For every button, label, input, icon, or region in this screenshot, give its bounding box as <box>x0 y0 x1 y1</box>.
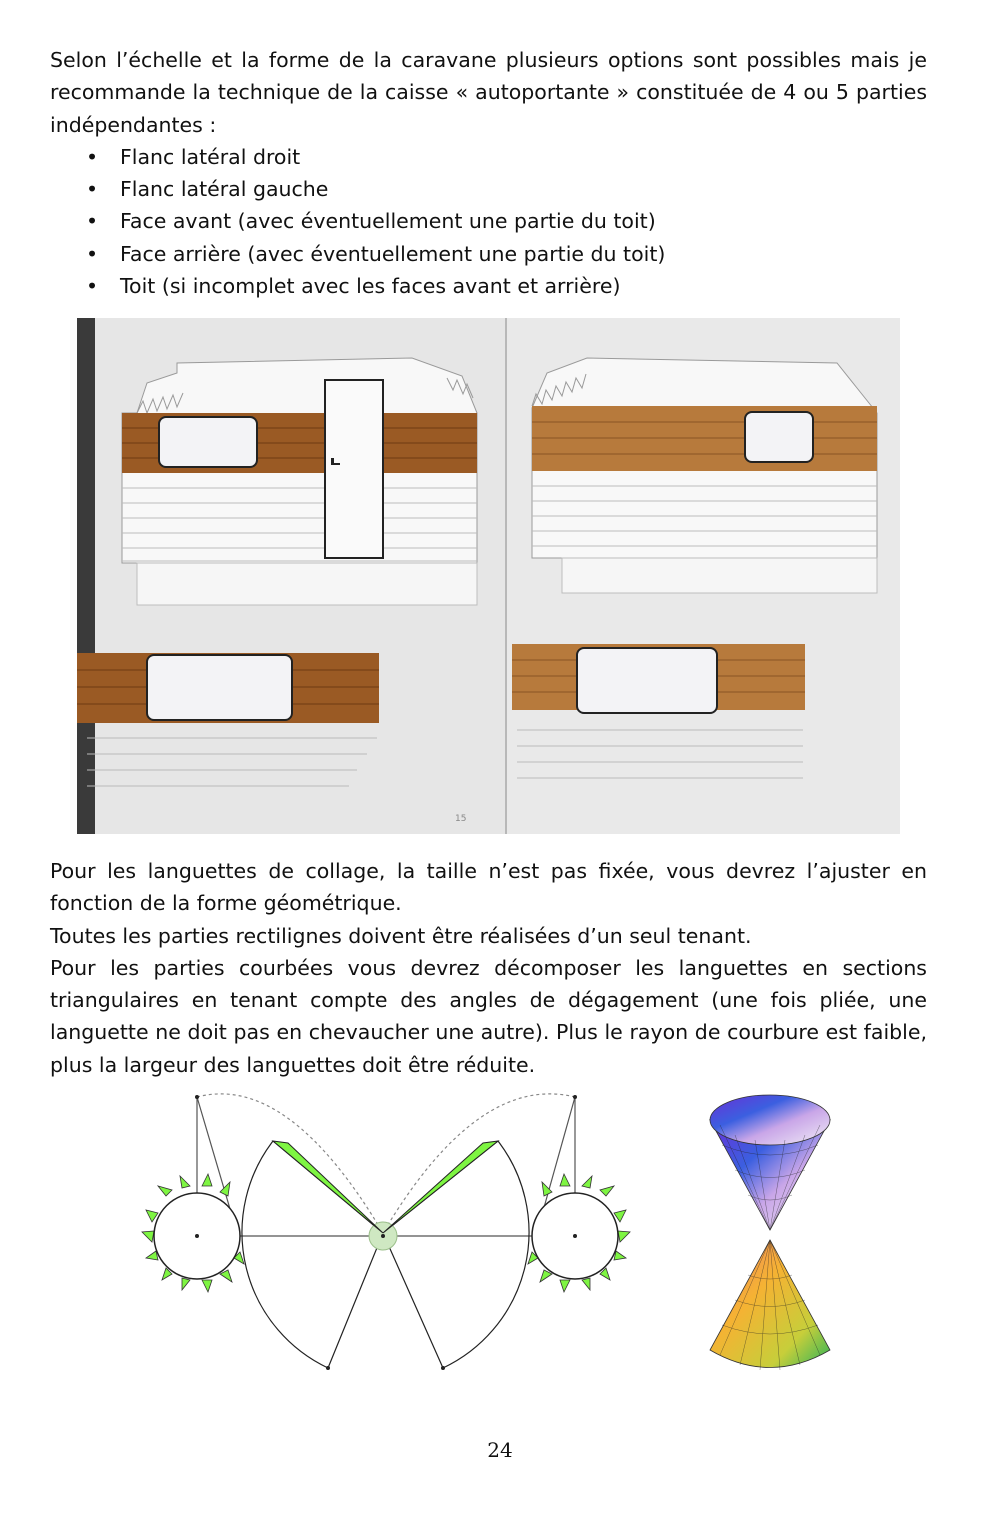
body-paragraph: Toutes les parties rectilignes doivent être réalisées d’un seul tenant. <box>50 923 752 948</box>
left-side-panel <box>122 358 477 605</box>
parts-list <box>50 141 927 302</box>
list-item: • Toit (si incomplet avec les faces avant et arrière) <box>50 270 927 302</box>
double-cone-illustration <box>700 1085 840 1385</box>
page-number: 24 <box>487 1438 513 1462</box>
right-side-panel <box>532 358 877 593</box>
caravan-panels-photo <box>77 318 900 834</box>
intro-paragraph: Selon l’échelle et la forme de la caravane plusieurs options sont possibles mais je recommande la technique de la caisse « autoportante » constituée de 4 ou 5 parties indépendantes : <box>50 48 927 137</box>
photo-pencil-mark: 15 <box>455 814 467 824</box>
body-paragraph: Pour les parties courbées vous devrez décomposer les languettes en sections triangulaires en tenant compte des angles de dégagement (une fois pliée, une languette ne doit pas en chevaucher une autre). Plus le rayon de courbure est faible, plus la largeur des languettes doit être réduite. <box>50 955 927 1077</box>
body-paragraph: Pour les languettes de collage, la taille n’est pas fixée, vous devrez l’ajuster en fonction de la forme géométrique. <box>50 859 927 916</box>
list-item: • Face avant (avec éventuellement une partie du toit) <box>50 205 927 237</box>
intro-block <box>50 44 927 302</box>
instructions-block <box>50 855 927 1081</box>
left-base-circle <box>142 1174 244 1292</box>
list-item: • Flanc latéral gauche <box>50 173 927 205</box>
right-base-circle <box>528 1174 630 1292</box>
cone-development-diagram <box>138 1088 643 1378</box>
list-item: • Face arrière (avec éventuellement une partie du toit) <box>50 238 927 270</box>
list-item: • Flanc latéral droit <box>50 141 927 173</box>
